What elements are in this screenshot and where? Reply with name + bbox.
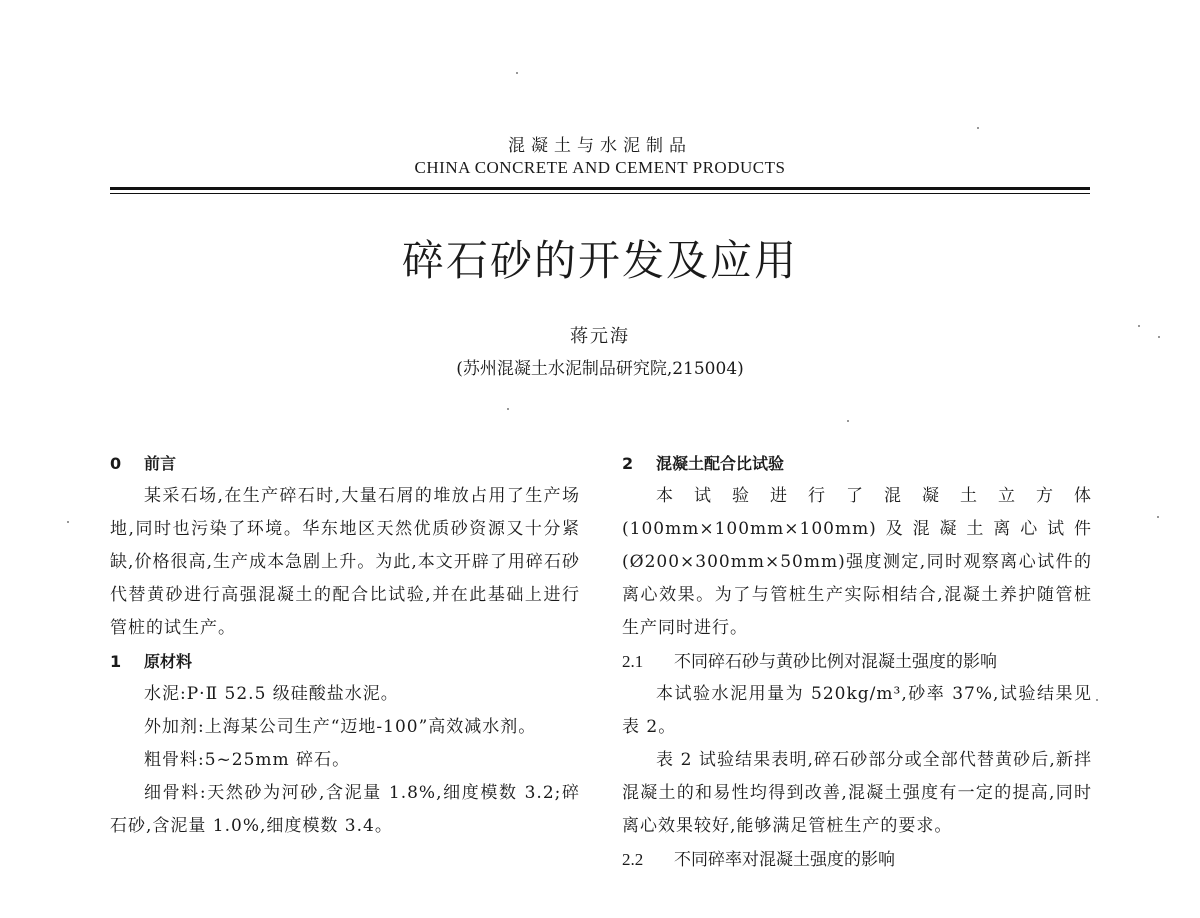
paragraph-fine-aggregate: 细骨料:天然砂为河砂,含泥量 1.8%,细度模数 3.2;碎石砂,含泥量 1.0%,细度模数 3.4。 <box>110 783 580 836</box>
paragraph-results: 表 2 试验结果表明,碎石砂部分或全部代替黄砂后,新拌混凝土的和易性均得到改善,混凝土强度有一定的提高,同时离心效果较好,能够满足管桩生产的要求。 <box>622 750 1092 836</box>
header-rule-thick <box>110 187 1090 190</box>
left-column <box>110 447 580 843</box>
scan-speck <box>1096 699 1098 701</box>
subsection-heading-2-2 <box>622 843 1092 876</box>
journal-name-cn: 混凝土与水泥制品 <box>508 136 692 156</box>
journal-name-en: CHINA CONCRETE AND CEMENT PRODUCTS <box>414 158 786 177</box>
article-title: 碎石砂的开发及应用 <box>401 236 798 285</box>
scan-speck <box>507 408 509 410</box>
header-rule-thin <box>110 193 1090 194</box>
section-title: 混凝土配合比试验 <box>656 454 785 473</box>
subsection-title: 不同碎率对混凝土强度的影响 <box>674 850 895 870</box>
author-affiliation: (苏州混凝土水泥制品研究院,215004) <box>456 359 744 379</box>
paragraph-intro: 某采石场,在生产碎石时,大量石屑的堆放占用了生产场地,同时也污染了环境。华东地区天然优质砂资源又十分紧缺,价格很高,生产成本急剧上升。为此,本文开辟了用碎石砂代替黄砂进行高强混凝土的配合比试验,并在此基础上进行管桩的试生产。 <box>110 486 580 638</box>
right-column <box>622 447 1092 876</box>
subsection-title: 不同碎石砂与黄砂比例对混凝土强度的影响 <box>674 652 997 672</box>
scan-speck <box>977 127 979 129</box>
section-number: 2 <box>622 454 634 473</box>
scan-speck <box>67 521 69 523</box>
author-name: 蒋元海 <box>570 326 630 347</box>
section-heading-2 <box>622 447 1092 480</box>
section-heading-0 <box>110 447 580 480</box>
paragraph-cement: 水泥:P·Ⅱ 52.5 级硅酸盐水泥。 <box>144 684 399 704</box>
section-heading-1 <box>110 645 580 678</box>
section-title: 前言 <box>144 454 177 473</box>
paragraph-admixture: 外加剂:上海某公司生产“迈地-100”高效减水剂。 <box>144 717 537 737</box>
scan-speck <box>847 420 849 422</box>
section-number: 1 <box>110 652 122 671</box>
section-number: 0 <box>110 454 122 473</box>
section-title: 原材料 <box>144 652 193 671</box>
paragraph-coarse-aggregate: 粗骨料:5~25mm 碎石。 <box>144 750 351 770</box>
paragraph-test-intro: 本试验进行了混凝土立方体(100mm×100mm×100mm)及混凝土离心试件(Ø200×300mm×50mm)强度测定,同时观察离心试件的离心效果。为了与管桩生产实际相结合,混凝土养护随管桩生产同时进行。 <box>622 486 1092 638</box>
scan-speck <box>1158 336 1160 338</box>
scan-speck <box>1138 325 1140 327</box>
subsection-number: 2.2 <box>622 850 644 869</box>
subsection-heading-2-1 <box>622 645 1092 678</box>
scan-speck <box>1157 516 1159 518</box>
paragraph-test-conditions: 本试验水泥用量为 520kg/m³,砂率 37%,试验结果见表 2。 <box>622 684 1092 737</box>
scan-speck <box>516 72 518 74</box>
subsection-number: 2.1 <box>622 652 644 671</box>
